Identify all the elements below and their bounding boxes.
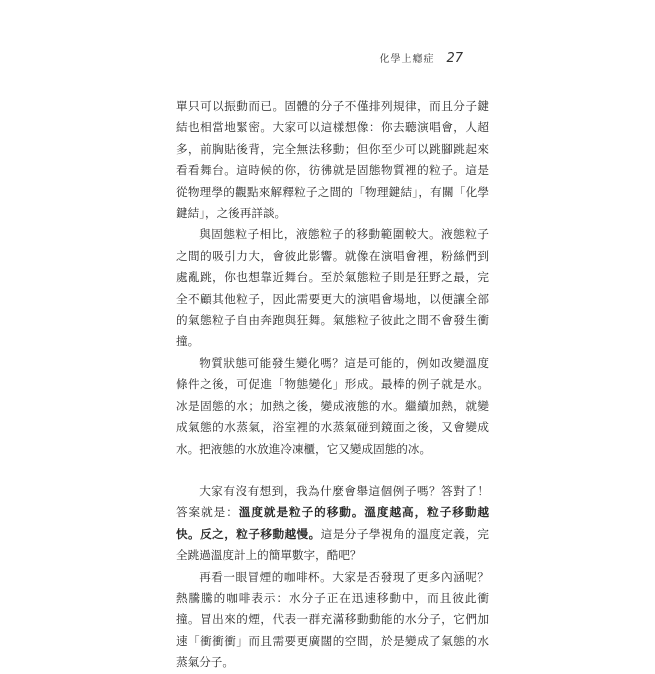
paragraph-5-text: 再看一眼冒煙的咖啡杯。大家是否發現了更多內涵呢？熱騰騰的咖啡表示：水分子正在迅速移動中，而且彼此衝撞。冒出來的煙，代表一群充滿移動動能的水分子，它們加速「衝衝衝」而且需要更廣闊的空間，於是變成了氣態的水蒸氣分子。: [176, 569, 489, 670]
paragraph-3-text: 物質狀態可能發生變化嗎？這是可能的，例如改變溫度條件之後，可促進「物態變化」形成。最棒的例子就是水。冰是固態的水；加熱之後，變成液態的水。繼續加熱，就變成氣態的水蒸氣，浴室裡的水蒸氣碰到鏡面之後，又會變成水。把液態的水放進冷凍櫃，它又變成固態的冰。: [176, 355, 489, 456]
running-head: [379, 50, 463, 66]
page-number: 27: [446, 51, 463, 66]
running-title: 化學上癮症: [379, 54, 435, 65]
paragraph-2: [176, 224, 489, 352]
paragraph-1-text: 單只可以振動而已。固體的分子不僅排列規律，而且分子鍵結也相當地緊密。大家可以這樣想像：你去聽演唱會，人超多，前胸貼後背，完全無法移動；但你至少可以跳腳跳起來看看舞台。這時候的你，彷彿就是固態物質裡的粒子。這是從物理學的觀點來解釋粒子之間的「物理鍵結」，有關「化學鍵結」，之後再詳談。: [176, 99, 489, 221]
paragraph-4: [176, 481, 489, 567]
paragraph-4-emphasis: 溫度就是粒子的移動。溫度越高，粒子移動越快。反之，粒子移動越慢。: [176, 505, 489, 541]
paragraph-2-text: 與固態粒子相比，液態粒子的移動範圍較大。液態粒子之間的吸引力大，會彼此影響。就像在演唱會裡，粉絲們到處亂跳，你也想靠近舞台。至於氣態粒子則是狂野之最，完全不顧其他粒子，因此需要更大的演唱會場地，以便讓全部的氣態粒子自由奔跑與狂舞。氣態粒子彼此之間不會發生衝撞。: [176, 227, 489, 349]
paragraph-1: [176, 96, 489, 224]
paragraph-4-text-tail: 這是分子學視角的溫度定義，完全跳過溫度計上的簡單數字，酷吧？: [176, 526, 489, 563]
paragraph-3: [176, 353, 489, 460]
paragraph-4-text-lead: 大家有沒有想到，我為什麼會舉這個例子嗎？答對了！答案就是：: [176, 483, 489, 520]
body-text: [176, 96, 489, 674]
paragraph-5: [176, 567, 489, 674]
